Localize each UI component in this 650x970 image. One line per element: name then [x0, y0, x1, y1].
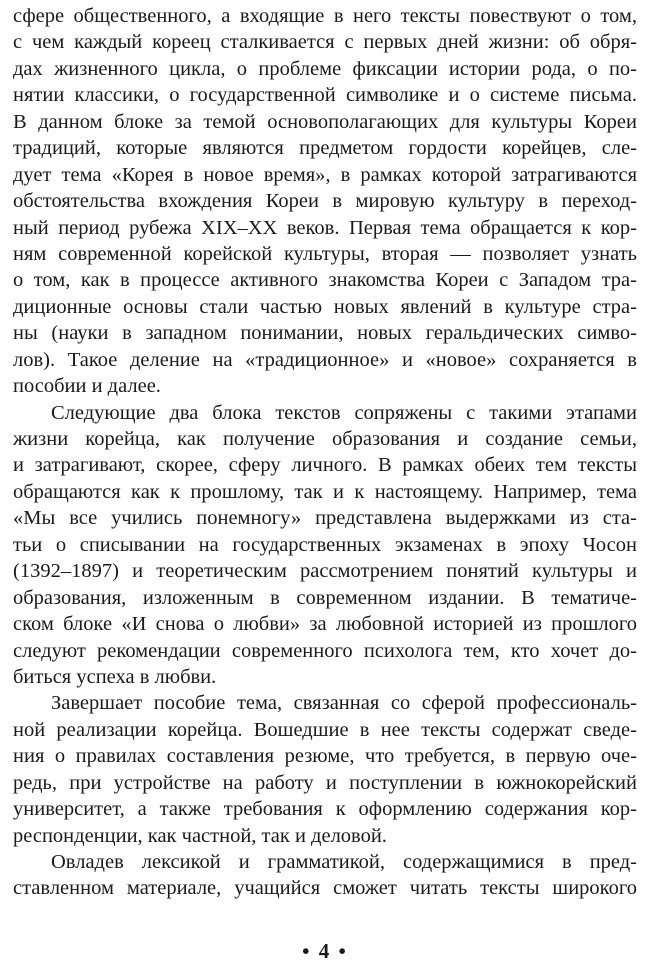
text-line: жизни корейца, как получение образования и создание семьи, — [13, 428, 637, 450]
text-line: ням современной корейской культуры, вторая — позволяет узнать — [13, 242, 637, 265]
text-line: редь, при устройстве на работу и поступлении в южнокорейский — [13, 771, 637, 794]
text-line: университет, а также требования к оформлению содержания кор- — [13, 798, 637, 821]
paragraph-first-line: Следующие два блока текстов сопряжены с такими этапами — [51, 401, 637, 424]
text-line: тьи о списывании на государственных экзаменах в эпоху Чосон — [13, 533, 637, 556]
text-line: обращаются как к прошлому, так и к настоящему. Например, тема — [13, 480, 637, 503]
text-line: дах жизненного цикла, о проблеме фиксации истории рода, о по- — [13, 57, 637, 80]
text-line: нятии классики, о государственной символике и о системе письма. — [13, 84, 637, 107]
paragraph-first-line: Овладев лексикой и грамматикой, содержащимися в пред- — [51, 851, 637, 873]
text-line: сфере общественного, а входящие в него тексты повествуют о том, — [13, 5, 637, 27]
text-line: биться успеха в любви. — [13, 665, 217, 688]
text-line: ны (науки в западном понимании, новых геральдических симво- — [13, 322, 637, 345]
text-line: с чем каждый кореец сталкивается с первых дней жизни: об обря- — [13, 31, 637, 54]
text-line: традиций, которые являются предметом гордости корейцев, сле- — [13, 137, 637, 160]
text-line: ния о правилах составления резюме, что требуется, в первую оче- — [13, 745, 637, 768]
page-number: • 4 • — [302, 939, 348, 963]
text-line: ставленном материале, учащийся сможет читать тексты широкого — [13, 877, 637, 900]
text-line: пособии и далее. — [13, 375, 161, 398]
text-line: (1392–1897) и теоретическим рассмотрением понятий культуры и — [13, 560, 637, 583]
text-line: ной реализации корейца. Вошедшие в нее тексты содержат сведе- — [13, 718, 637, 741]
text-line: «Мы все учились понемногу» представлена выдержками из ста- — [13, 507, 637, 530]
text-line: образования, изложенным в современном издании. В тематиче- — [13, 586, 637, 609]
text-line: ный период рубежа XIX–XX веков. Первая тема обращается к кор- — [13, 216, 637, 239]
text-line: респонденции, как частной, так и деловой. — [13, 824, 387, 847]
text-line: о том, как в процессе активного знакомства Кореи с Западом тра- — [13, 269, 637, 292]
text-line: В данном блоке за темой основополагающих для культуры Кореи — [13, 110, 637, 133]
document-page — [13, 0, 637, 970]
body-text — [13, 3, 637, 902]
text-line: диционные основы стали частью новых явлений в культуре стра- — [13, 295, 637, 318]
text-line: ском блоке «И снова о любви» за любовной историей из прошлого — [13, 613, 637, 636]
text-line: следуют рекомендации современного психолога тем, кто хочет до- — [13, 639, 637, 662]
text-line: дует тема «Корея в новое время», в рамках которой затрагиваются — [13, 163, 637, 186]
paragraph-first-line: Завершает пособие тема, связанная со сферой профессиональ- — [51, 692, 637, 715]
text-line: лов). Такое деление на «традиционное» и «новое» сохраняется в — [13, 348, 637, 371]
text-line: обстоятельства вхождения Кореи в мировую культуру в переход- — [13, 190, 637, 213]
text-line: и затрагивают, скорее, сферу личного. В рамках обеих тем тексты — [13, 454, 637, 477]
